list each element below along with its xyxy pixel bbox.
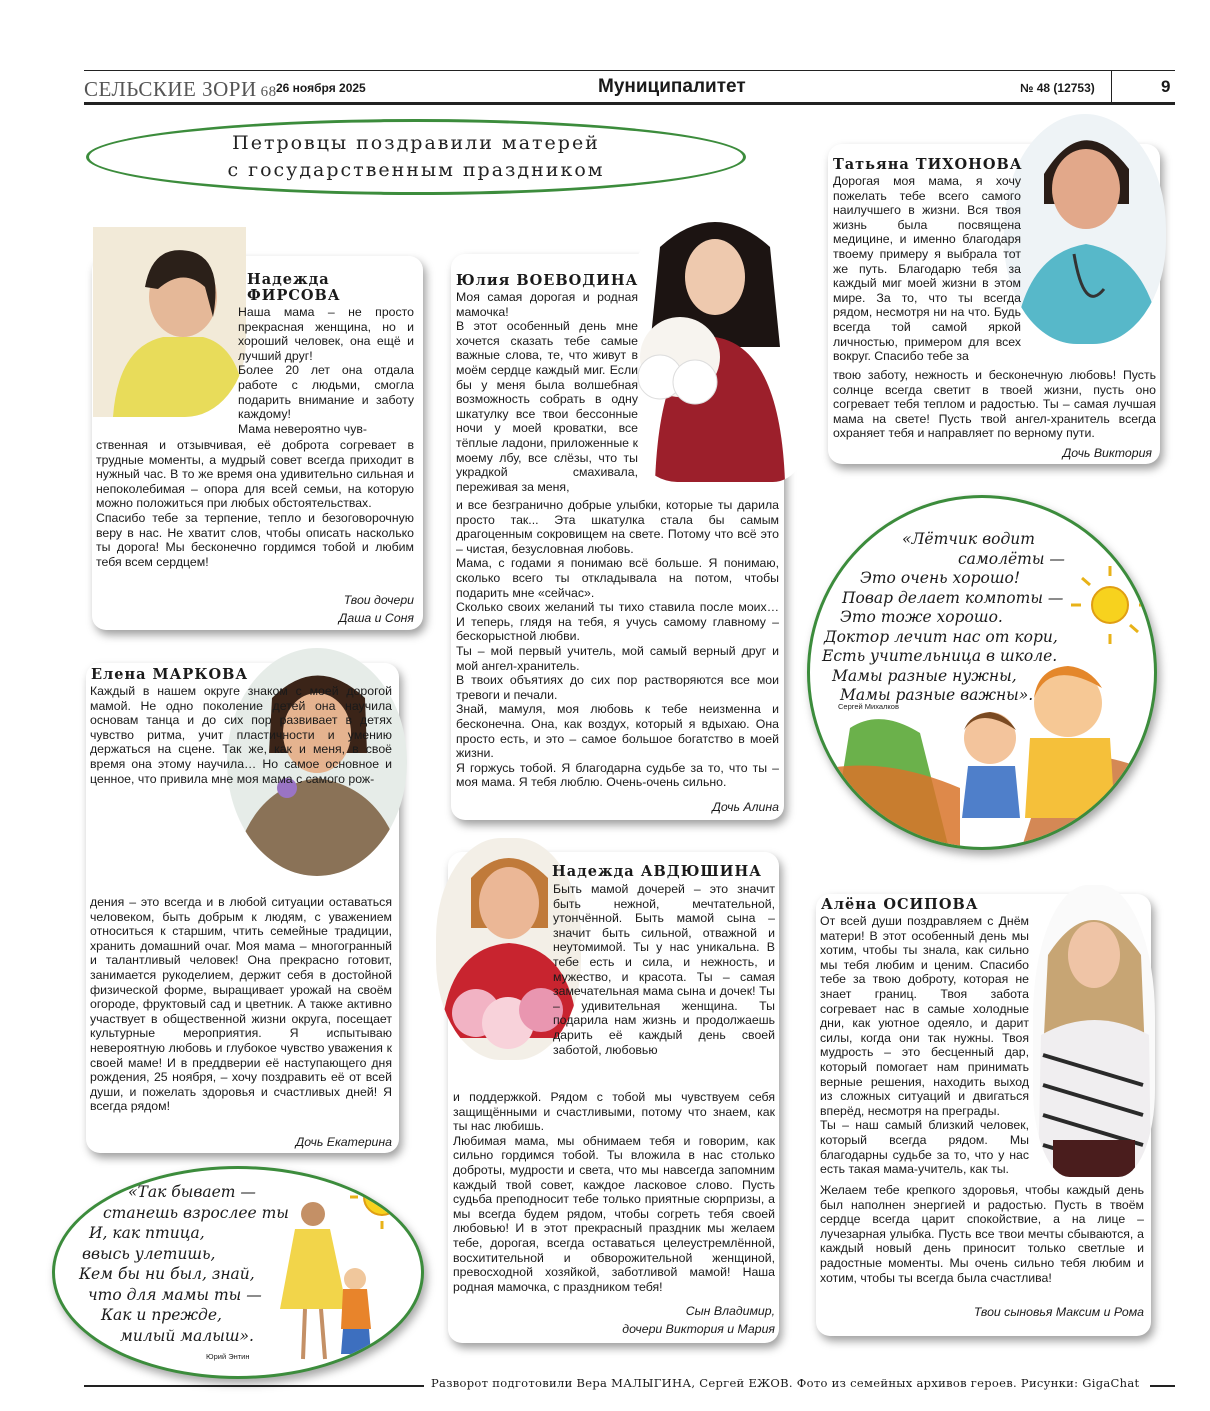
poem-line: милый малыш». bbox=[120, 1326, 254, 1345]
masthead-title: СЕЛЬСКИЕ ЗОРИ bbox=[84, 77, 257, 101]
text-markova-bottom: дения – это всегда и в любой ситуации оставаться человеком, быть добрым к людям, с уважением относиться к старшим, чтить семейные традиции, хранить домашний очаг. Моя мама – многогранный и талантливый человек! Она прекрасно готовит, занимается рукоделием, держит себя в достойной физической форме, выращивает урожай на своём огороде, фруктовый сад и цветник. А также активно участвует в общественной жизни округа, посещает культурные мероприятия. Я испытываю невероятную любовь и глубокое чувство уважения к своей маме! И в преддверии её наступающего дня рождения, 25 ноября, – хочу поздравить её от всей души, и пожелать здоровья и счастливых дней! Я всегда рядом! bbox=[90, 895, 392, 1114]
poem-line: «Лётчик водит bbox=[902, 530, 1035, 548]
text-voevodina-bottom: и все безгранично добрые улыбки, которые ты дарила просто так... Эта шкатулка стала бы самым драгоценным сокровищем на свете. Потому что всё это – чистая, безусловная любовь. Мама, с годами я понимаю всё больше. Я понимаю, сколько всего ты откладывала на потом, чтобы подарить мне «сейчас». Сколько своих желаний ты тихо ставила после моих… И теперь, глядя на тебя, я учусь самому главному – бескорыстной любви. Ты – мой первый учитель, мой самый верный друг и мой ангел-хранитель. В твоих объятиях до сих пор растворяются все мои тревоги и печали. Знай, мамуля, моя любовь к тебе неизменна и бесконечна. Она, как воздух, который я вдыхаю. Она просто есть, и это – самое большое богатство в моей жизни. Я горжусь тобой. Я благодарна судьбе за то, что ты – моя мама. Я тебя люблю. Очень-очень сильно. bbox=[456, 498, 779, 790]
portrait-image bbox=[1033, 885, 1155, 1177]
header-top-rule bbox=[84, 70, 1175, 71]
text-avdyushina-bottom: и поддержкой. Рядом с тобой мы чувствуем себя защищёнными и счастливыми, потому что знаем, как ты нас любишь. Любимая мама, мы обнимаем тебя и говорим, как сильно гордимся тобой. Ты вложила в нас столько доброты, мудрости и света, что мы навсегда запомним каждый твой совет, каждое ласковое слово. Пусть судьба преподносит тебе только приятные сюрпризы, а мы всегда будем рядом, чтобы согреть тебя своей любовью! И в этот прекрасный праздник мы желаем тебе, дорогая, всегда оставаться целеустремлённой, восхитительной и обворожительной женщиной, превосходной хозяйкой, заботливой мамой! Наша родная мамочка, с праздником тебя! bbox=[453, 1090, 775, 1294]
name-markova: Елена МАРКОВА bbox=[91, 666, 249, 683]
poem-line: И, как птица, bbox=[89, 1224, 205, 1242]
text-tikhonova-bottom: твою заботу, нежность и бесконечную любовь! Пусть солнце всегда светит в твоей жизни, пусть оно согревает тебя теплом и радостью. Ты – самая лучшая мама на свете! Пусть твой ангел-хранитель всегда охраняет тебя и направляет по верному пути. bbox=[833, 368, 1156, 441]
poem-line: Как и прежде, bbox=[101, 1306, 222, 1324]
poem-line: самолёты — bbox=[958, 549, 1065, 568]
text-avdyushina-top: Быть мамой дочерей – это значит быть нежной, мечтательной, утончённой. Быть мамой сына – значит быть сильной, отважной и неутомимой. Ты у нас уникальна. В тебе есть и сила, и нежность, и мужество, и красота. Ты – самая замечательная мама сына и дочек! Ты – удивительная женщина. Ты подарила нам жизнь и продолжаешь дарить её каждый день своей заботой, любовью bbox=[553, 882, 775, 1057]
header-divider bbox=[1111, 71, 1112, 102]
name-osipova: Алёна ОСИПОВА bbox=[821, 896, 979, 913]
page-number: 9 bbox=[1161, 77, 1171, 96]
photo-osipova bbox=[1033, 885, 1155, 1177]
header-bottom-rule bbox=[84, 102, 1175, 105]
section-title: Муниципалитет bbox=[598, 76, 746, 97]
text-firsova-bottom: ственная и отзывчивая, её доброта согревает в трудные моменты, а мудрый совет всегда приходит в нужный час. В то же время она удивительно сильная и непоколебимая – опора для всей семьи, на которую можно положиться при любых обстоятельствах. Спасибо тебе за терпение, тепло и безоговорочную веру в нас. Не хватит слов, чтобы описать насколько ты дорога! Мы бесконечно гордимся тобой и любим тебя всем сердцем! bbox=[96, 438, 414, 569]
text-tikhonova-top: Дорогая моя мама, я хочу пожелать тебе всего самого наилучшего в жизни. Вся твоя жизнь была посвящена медицине, и именно благодаря твоему примеру я выбрала тот же путь. Благодарю тебя за каждый миг моей жизни в этом мире. За то, что ты всегда рядом, несмотря ни на что. Будь всегда той самой яркой личностью, примером для всех вокруг. Спасибо тебе за bbox=[833, 174, 1021, 364]
text-osipova-bottom: Желаем тебе крепкого здоровья, чтобы каждый день был наполнен энергией и радостью. Пусть в твоём сердце всегда царит спокойствие, а на лице – лучезарная улыбка. Пусть все твои мечты сбываются, а каждый новый день приносит только светлые и радостные моменты. Мы очень сильно тебя любим и хотим, чтобы ты всегда была счастлива! bbox=[820, 1183, 1144, 1285]
poem-line: станешь взрослее ты bbox=[103, 1203, 289, 1222]
masthead-number: 68 bbox=[260, 84, 277, 100]
poem-line: Кем бы ни был, знай, bbox=[79, 1265, 255, 1283]
name-firsova: Надежда ФИРСОВА bbox=[247, 271, 341, 304]
name-avdyushina: Надежда АВДЮШИНА bbox=[552, 863, 762, 880]
sign-markova: Дочь Екатерина bbox=[295, 1135, 392, 1149]
sign-tikhonova: Дочь Виктория bbox=[1062, 446, 1152, 460]
poem-line: Есть учительница в школе. bbox=[822, 647, 1058, 665]
poem-line: Это очень хорошо! bbox=[860, 569, 1021, 587]
sign-firsova: Твои дочери Даша и Соня bbox=[338, 593, 414, 625]
sign-avdyushina: Сын Владимир, дочери Виктория и Мария bbox=[622, 1304, 775, 1336]
text-firsova-top: Наша мама – не просто прекрасная женщина, но и хороший человек, она ещё и лучший друг! Более 20 лет она отдала работе с людьми, смогла подарить внимание и заботу каждому! Мама невероятно чув- bbox=[238, 305, 414, 436]
headline-line-1: Петровцы поздравили матерей bbox=[232, 132, 600, 154]
poem-line: ввысь улетишь, bbox=[82, 1244, 216, 1263]
headline-line-2: с государственным праздником bbox=[227, 159, 605, 181]
name-voevodina: Юлия ВОЕВОДИНА bbox=[456, 272, 639, 289]
poem-line: что для мамы ты — bbox=[88, 1285, 262, 1304]
name-tikhonova: Татьяна ТИХОНОВА bbox=[833, 156, 1023, 173]
sign-voevodina: Дочь Алина bbox=[712, 800, 779, 814]
issue-date: 26 ноября 2025 bbox=[276, 81, 366, 95]
portrait-image bbox=[620, 207, 811, 482]
poem-entin-author: Юрий Энтин bbox=[206, 1352, 250, 1361]
poem-line: Это тоже хорошо. bbox=[840, 608, 1003, 626]
poem-circle-mikhalkov bbox=[807, 495, 1157, 850]
portrait-image bbox=[1004, 114, 1166, 344]
photo-tikhonova bbox=[1004, 114, 1166, 344]
poem-mikhalkov-author: Сергей Михалков bbox=[838, 702, 899, 711]
poem-line: «Так бывает — bbox=[128, 1183, 256, 1201]
footer-rule-right bbox=[1150, 1385, 1175, 1387]
photo-firsova bbox=[93, 227, 246, 417]
poem-line: Мамы разные важны». bbox=[840, 686, 1034, 704]
portrait-image bbox=[93, 227, 246, 417]
footer-credits: Разворот подготовили Вера МАЛЫГИНА, Сергей ЕЖОВ. Фото из семейных архивов героев. Рисунки: GigaChat bbox=[431, 1376, 1140, 1390]
text-voevodina-top: Моя самая дорогая и родная мамочка! В этот особенный день мне хочется сказать тебе самые важные слова, те, что живут в моём сердце каждый миг. Если бы у меня была волшебная возможность собрать в одну шкатулку все твои бессонные ночи у моей кроватки, все тёплые ладони, приложенные к моему лбу, все слёзы, что ты украдкой смахивала, переживая за меня, bbox=[456, 290, 638, 494]
masthead bbox=[84, 77, 277, 102]
poem-line: Мамы разные нужны, bbox=[832, 666, 1017, 685]
poem-line: Повар делает компоты — bbox=[842, 588, 1064, 607]
text-markova-top: Каждый в нашем округе знаком с моей дорогой мамой. Не одно поколение детей она научила основам танца и до сих пор развивает в детях чувство ритма, учит пластичности и умению держаться на сцене. Так же, как и меня, в своё время она этому научила… Но самое основное и ценное, что привила мне моя мама с самого рож- bbox=[90, 684, 392, 786]
photo-voevodina bbox=[620, 207, 811, 482]
issue-number: № 48 (12753) bbox=[1020, 81, 1095, 95]
sign-osipova: Твои сыновья Максим и Рома bbox=[973, 1305, 1144, 1319]
poem-line: Доктор лечит нас от кори, bbox=[824, 627, 1058, 646]
headline-oval bbox=[86, 119, 746, 195]
text-osipova-top: От всей души поздравляем с Днём матери! В этот особенный день мы хотим, чтобы ты знала, как сильно мы тебя любим и ценим. Спасибо тебе за твою доброту, которая не знает границ. Твоя забота согревает нас в самые холодные дни, как уютное одеяло, и дарит силы, когда они так нужны. Твоя мудрость – это бесценный дар, который помогает нам принимать верные решения, находить выход из сложных ситуаций и двигаться вперёд, несмотря на преграды. Ты – наш самый близкий человек, который всегда рядом. Мы благодарны судьбе за то, что у нас есть такая мама-учитель, как ты. bbox=[820, 914, 1029, 1177]
poem-circle-entin bbox=[52, 1166, 424, 1379]
footer-rule-left bbox=[84, 1385, 424, 1387]
